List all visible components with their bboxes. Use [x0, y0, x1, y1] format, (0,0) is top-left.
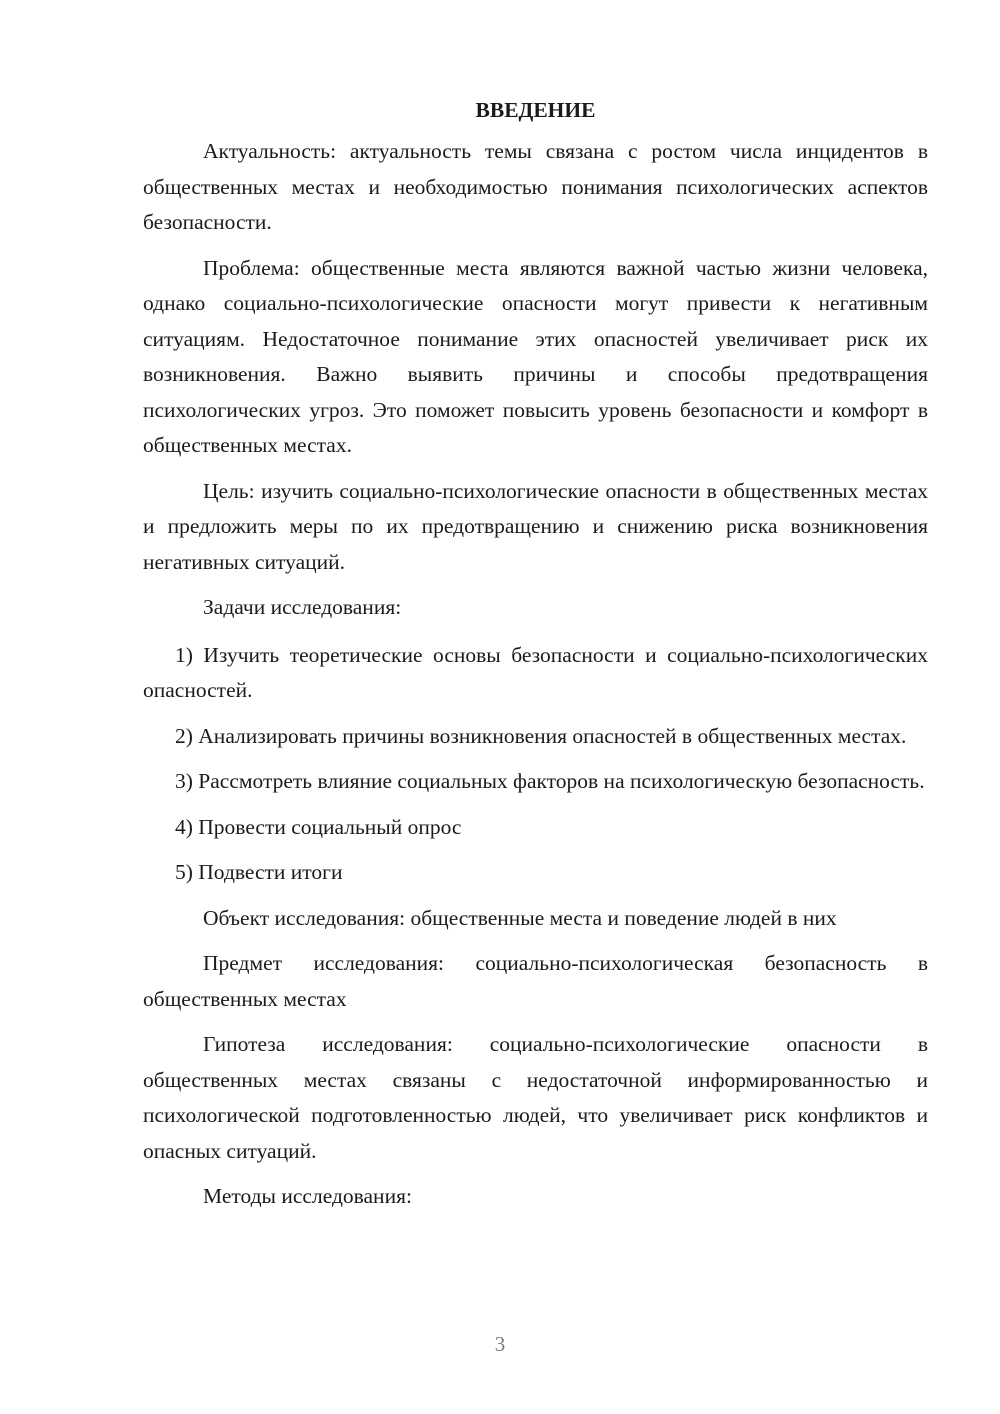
task-item-2: 2) Анализировать причины возникновения опасностей в общественных местах. — [175, 723, 907, 748]
problem-paragraph: Проблема: общественные места являются важной частью жизни человека, однако социально-психологические опасности могут привести к негативным ситуациям. Недостаточное понимание этих опасностей увеличивает риск их возникновения. Важно выявить причины и способы предотвращения психологических угроз. Это поможет повысить уровень безопасности и комфорт в общественных местах. — [143, 255, 928, 457]
object-paragraph: Объект исследования: общественные места и поведение людей в них — [203, 905, 837, 930]
task-item-4: 4) Провести социальный опрос — [175, 814, 462, 839]
task-item-1: 1) Изучить теоретические основы безопасности и социально-психологических опасностей. — [143, 642, 928, 702]
methods-title: Методы исследования: — [203, 1184, 412, 1208]
relevance-paragraph: Актуальность: актуальность темы связана с ростом числа инцидентов в общественных местах и необходимостью понимания психологических аспектов безопасности. — [143, 139, 928, 234]
task-item-5: 5) Подвести итоги — [175, 860, 343, 884]
section-heading: ВВЕДЕНИЕ — [475, 98, 596, 122]
hypothesis-paragraph: Гипотеза исследования: социально-психологические опасности в общественных местах связаны с недостаточной информированностью и психологической подготовленностью людей, что увеличивает риск конфликтов и опасных ситуаций. — [143, 1032, 928, 1163]
subject-paragraph: Предмет исследования: социально-психологическая безопасность в общественных местах — [143, 951, 928, 1011]
page-number: 3 — [494, 1332, 506, 1356]
goal-paragraph: Цель: изучить социально-психологические опасности в общественных местах и предложить меры по их предотвращению и снижению риска возникновения негативных ситуаций. — [143, 478, 928, 574]
tasks-title: Задачи исследования: — [203, 595, 402, 619]
document-page — [143, 92, 928, 1225]
task-item-3: 3) Рассмотреть влияние социальных факторов на психологическую безопасность. — [175, 769, 925, 793]
